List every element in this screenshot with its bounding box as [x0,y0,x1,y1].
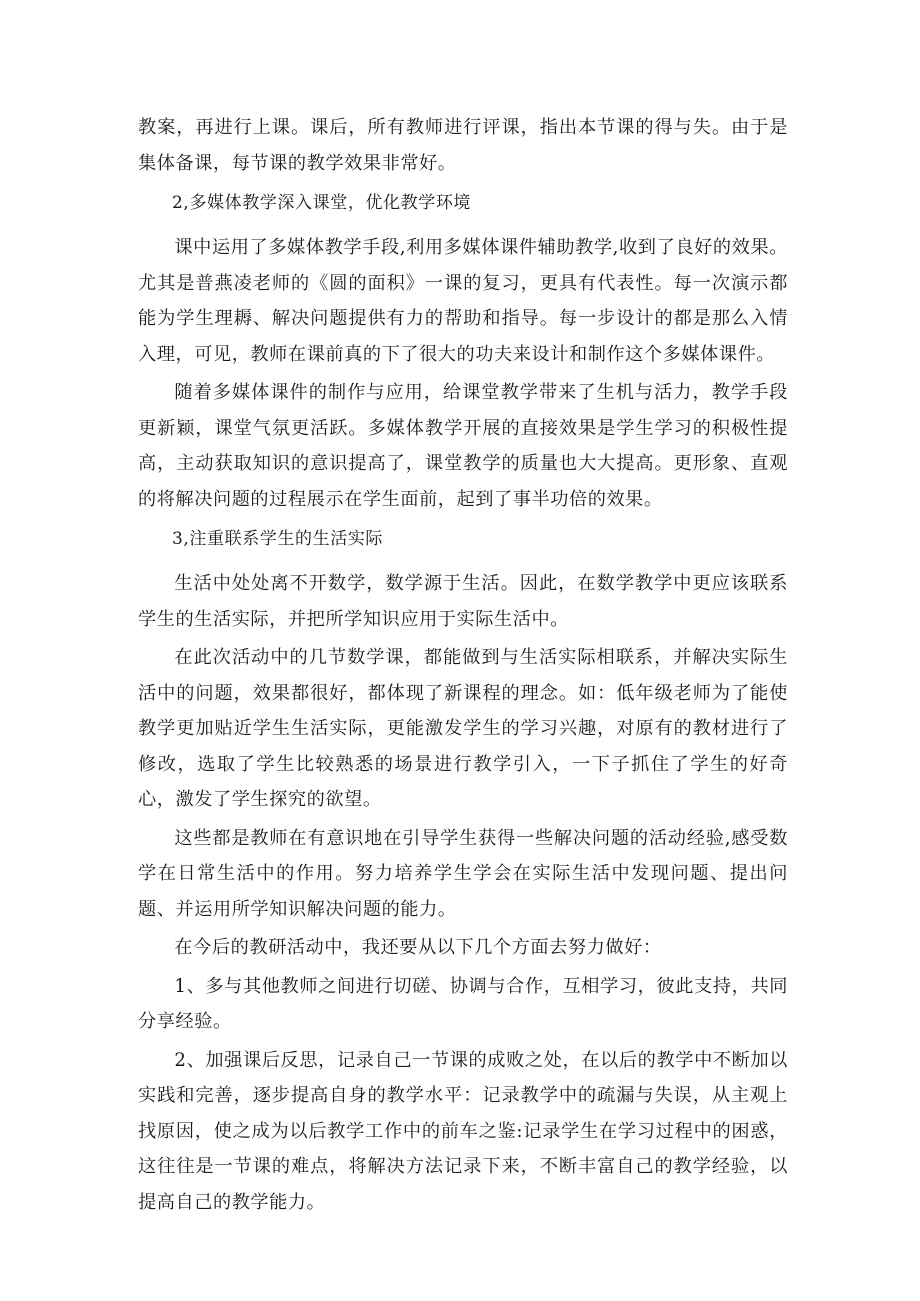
paragraph-multimedia-usage: 课中运用了多媒体教学手段,利用多媒体课件辅助教学,收到了良好的效果。尤其是普燕凌老师的《圆的面积》一课的复习，更具有代表性。每一次演示都能为学生理耨、解决问题提供有力的帮助和指导。每一步设计的都是那么入情入理，可见，教师在课前真的下了很大的功夫来设计和制作这个多媒体课件。 [138,237,788,365]
list-item-2: 2、加强课后反思，记录自己一节课的成败之处，在以后的教学中不断加以实践和完善，逐步提高自身的教学水平：记录教学中的疏漏与失误，从主观上找原因，使之成为以后教学工作中的前车之鉴:记录学生在学习过程中的困惑，这往往是一节课的难点，将解决方法记录下来，不断丰富自己的教学经验，以提高自己的教学能力。 [138,1049,788,1213]
paragraph-lesson-examples: 在此次活动中的几节数学课，都能做到与生活实际相联系，并解决实际生活中的问题，效果都很好，都体现了新课程的理念。如：低年级老师为了能使教学更加贴近学生生活实际，更能激发学生的学习兴趣，对原有的教材进行了修改，选取了学生比较熟悉的场景进行教学引入，一下子抓住了学生的好奇心，激发了学生探究的欲望。 [138,647,788,810]
paragraph-experience: 这些都是教师在有意识地在引导学生获得一些解决问题的活动经验,感受数学在日常生活中的作用。努力培养学生学会在实际生活中发现问题、提出问题、并运用所学知识解决问题的能力。 [138,827,788,920]
paragraph-multimedia-effect: 随着多媒体课件的制作与应用，给课堂教学带来了生机与活力，教学手段更新颖，课堂气氛更活跃。多媒体教学开展的直接效果是学生学习的积极性提高，主动获取知识的意识提高了，课堂教学的质量也大大提高。更形象、直观的将解决问题的过程展示在学生面前，起到了事半功倍的效果。 [138,382,788,510]
section-heading-2: 2,多媒体教学深入课堂，优化教学环境 [172,193,472,213]
list-item-1: 1、多与其他教师之间进行切磋、协调与合作，互相学习，彼此支持，共同分享经验。 [138,975,788,1032]
document-page [138,110,788,1220]
section-heading-3: 3,注重联系学生的生活实际 [172,529,384,549]
paragraph-intro: 教案，再进行上课。课后，所有教师进行评课，指出本节课的得与失。由于是集体备课，每节课的教学效果非常好。 [138,117,788,174]
paragraph-future-plan: 在今后的教研活动中，我还要从以下几个方面去努力做好： [174,937,662,958]
paragraph-life-connection: 生活中处处离不开数学，数学源于生活。因此，在数学教学中更应该联系学生的生活实际，并把所学知识应用于实际生活中。 [138,573,788,630]
